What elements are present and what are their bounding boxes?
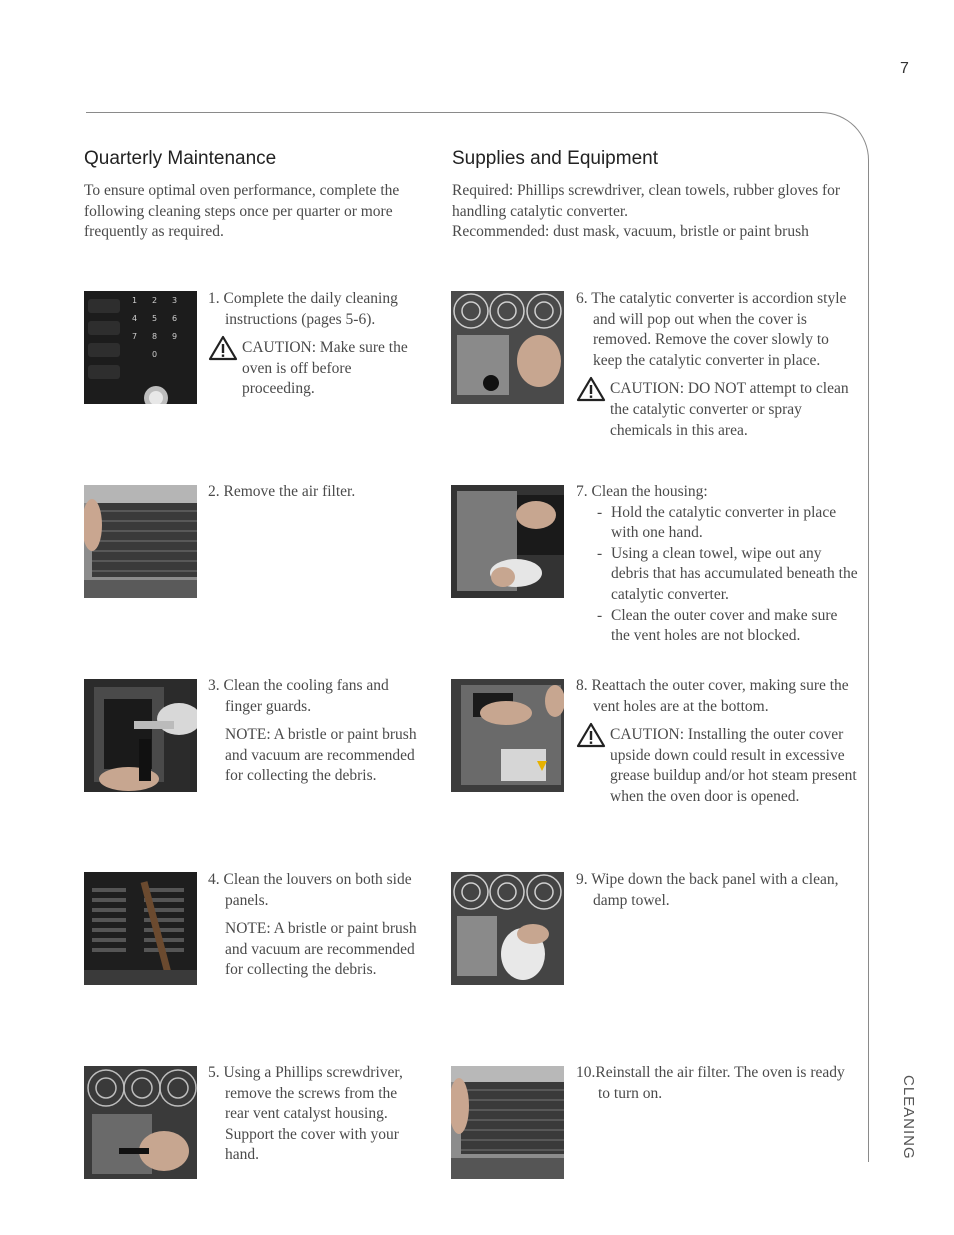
step-2 bbox=[208, 482, 420, 503]
step-7-bullet-3: - Clean the outer cover and make sure the vent holes are not blocked. bbox=[597, 606, 838, 645]
step-4-text: 4. Clean the louvers on both side panels. bbox=[208, 871, 412, 909]
back-panel-photo bbox=[451, 872, 564, 985]
cooling-fans-photo bbox=[84, 679, 197, 792]
warning-triangle-icon bbox=[576, 722, 606, 748]
quarterly-intro bbox=[84, 181, 429, 243]
quarterly-maintenance-heading: Quarterly Maintenance bbox=[84, 148, 277, 169]
step-9 bbox=[576, 870, 858, 911]
step-1-caution bbox=[208, 338, 420, 400]
step-3 bbox=[208, 676, 420, 787]
reinstall-filter-photo bbox=[451, 1066, 564, 1179]
supplies-intro bbox=[452, 181, 852, 243]
svg-text:6: 6 bbox=[172, 314, 178, 323]
step-7-bullets bbox=[576, 503, 858, 647]
step-6-caution bbox=[576, 379, 858, 441]
louvers-photo bbox=[84, 872, 197, 985]
step-10-text: 10.Reinstall the air filter. The oven is ready to turn on. bbox=[576, 1064, 845, 1102]
step-5-text: 5. Using a Phillips screwdriver, remove the screws from the rear vent catalyst housing. Support the cover with your hand. bbox=[208, 1064, 403, 1164]
step-6-text: 6. The catalytic converter is accordion style and will pop out when the cover is removed. Remove the cover slowly to keep the catalytic converter in place. bbox=[576, 290, 847, 369]
step-2-text: 2. Remove the air filter. bbox=[208, 483, 356, 500]
step-7-bullet-2-text: Using a clean towel, wipe out any debris that has accumulated beneath the catalytic converter. bbox=[611, 544, 858, 603]
step-6-caution-text: CAUTION: DO NOT attempt to clean the catalytic converter or spray chemicals in this area. bbox=[610, 380, 849, 439]
svg-text:2: 2 bbox=[152, 296, 158, 305]
step-4-note: NOTE: A bristle or paint brush and vacuum are recommended for collecting the debris. bbox=[225, 920, 417, 979]
step-8-caution bbox=[576, 725, 858, 807]
quarterly-intro-text: To ensure optimal oven performance, complete the following cleaning steps once per quarter or more frequently as required. bbox=[84, 182, 400, 241]
svg-text:9: 9 bbox=[172, 332, 178, 341]
screwdriver-photo bbox=[84, 1066, 197, 1179]
step-3-note: NOTE: A bristle or paint brush and vacuum are recommended for collecting the debris. bbox=[225, 726, 417, 785]
keypad-photo bbox=[84, 291, 197, 404]
step-8 bbox=[576, 676, 858, 808]
step-7-bullet-2: - Using a clean towel, wipe out any debris that has accumulated beneath the catalytic converter. bbox=[597, 544, 858, 603]
svg-text:1: 1 bbox=[132, 296, 138, 305]
svg-text:5: 5 bbox=[152, 314, 158, 323]
page-number: 7 bbox=[900, 60, 909, 77]
svg-text:8: 8 bbox=[152, 332, 158, 341]
step-3-text: 3. Clean the cooling fans and finger guards. bbox=[208, 677, 389, 715]
step-7-bullet-3-text: Clean the outer cover and make sure the vent holes are not blocked. bbox=[611, 606, 838, 645]
step-7-bullet-1: - Hold the catalytic converter in place with one hand. bbox=[597, 503, 837, 542]
step-8-caution-text: CAUTION: Installing the outer cover upside down could result in excessive grease buildup and/or hot steam present when the oven door is opened. bbox=[610, 726, 857, 805]
warning-triangle-icon bbox=[208, 335, 238, 361]
supplies-required: Required: Phillips screwdriver, clean towels, rubber gloves for handling catalytic converter. bbox=[452, 182, 841, 220]
step-1-caution-text: CAUTION: Make sure the oven is off before proceeding. bbox=[242, 339, 408, 398]
step-7-bullet-1-text: Hold the catalytic converter in place with one hand. bbox=[611, 503, 837, 542]
section-tab-cleaning: CLEANING bbox=[900, 1075, 917, 1160]
step-1 bbox=[208, 289, 420, 400]
step-9-text: 9. Wipe down the back panel with a clean, damp towel. bbox=[576, 871, 839, 909]
step-7 bbox=[576, 482, 858, 647]
svg-text:4: 4 bbox=[132, 314, 138, 323]
housing-photo bbox=[451, 485, 564, 598]
step-4 bbox=[208, 870, 420, 981]
air-filter-photo bbox=[84, 485, 197, 598]
supplies-heading: Supplies and Equipment bbox=[452, 148, 658, 169]
step-5 bbox=[208, 1063, 420, 1166]
step-8-text: 8. Reattach the outer cover, making sure the vent holes are at the bottom. bbox=[576, 677, 849, 715]
supplies-recommended: Recommended: dust mask, vacuum, bristle or paint brush bbox=[452, 223, 809, 241]
outer-cover-photo bbox=[451, 679, 564, 792]
svg-text:3: 3 bbox=[172, 296, 178, 305]
step-7-text: 7. Clean the housing: bbox=[576, 483, 708, 500]
warning-triangle-icon bbox=[576, 376, 606, 402]
svg-text:0: 0 bbox=[152, 350, 158, 359]
step-10 bbox=[576, 1063, 858, 1104]
step-1-text: 1. Complete the daily cleaning instructions (pages 5-6). bbox=[208, 290, 398, 328]
step-6 bbox=[576, 289, 858, 441]
catalytic-cover-photo bbox=[451, 291, 564, 404]
svg-text:7: 7 bbox=[132, 332, 138, 341]
